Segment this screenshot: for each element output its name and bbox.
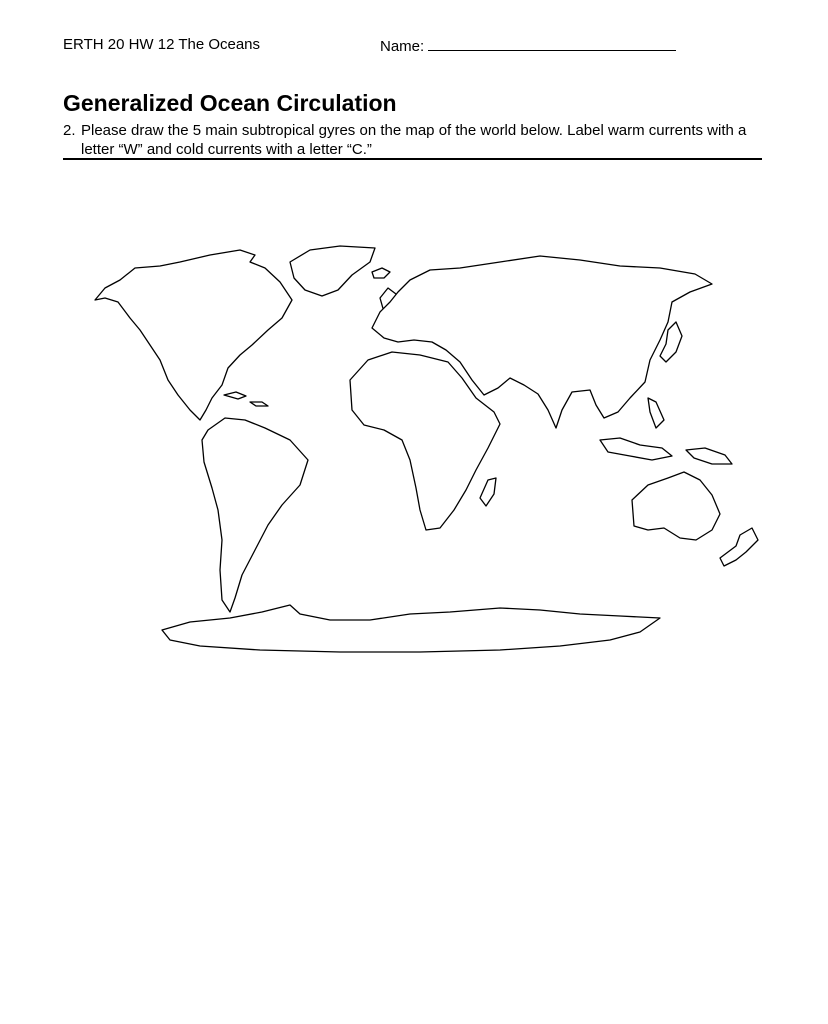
section-title: Generalized Ocean Circulation bbox=[63, 90, 397, 116]
question bbox=[63, 121, 763, 159]
greenland-outline bbox=[290, 246, 375, 296]
new-guinea-outline bbox=[686, 448, 732, 464]
question-text: Please draw the 5 main subtropical gyres on the map of the world below. Label warm currents with a letter “W” and cold currents with a letter “C.” bbox=[81, 122, 747, 158]
course-title: ERTH 20 HW 12 The Oceans bbox=[63, 36, 261, 53]
philippines-outline bbox=[648, 398, 664, 428]
indonesia-outline bbox=[600, 438, 672, 460]
iceland-outline bbox=[372, 268, 390, 278]
south-america-outline bbox=[202, 418, 308, 612]
divider-rule bbox=[63, 158, 762, 160]
name-field bbox=[380, 36, 676, 55]
caribbean-islands-outline-2 bbox=[250, 402, 268, 406]
north-america-outline bbox=[95, 250, 292, 420]
world-map-outline[interactable] bbox=[60, 228, 770, 658]
new-zealand-outline bbox=[720, 528, 758, 566]
name-blank-line[interactable] bbox=[428, 36, 676, 51]
antarctica-outline bbox=[162, 605, 660, 652]
caribbean-islands-outline bbox=[224, 392, 246, 399]
page-header bbox=[63, 36, 763, 58]
name-label: Name: bbox=[380, 38, 425, 55]
madagascar-outline bbox=[480, 478, 496, 506]
question-number: 2. bbox=[63, 122, 76, 139]
australia-outline bbox=[632, 472, 720, 540]
